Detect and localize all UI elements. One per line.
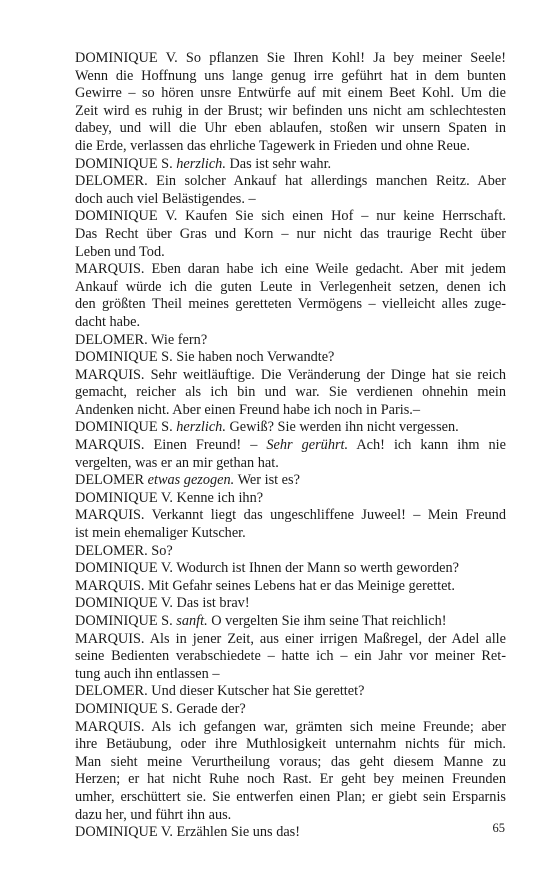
text-run: Wenn die Hoffnung uns lange genug irre geführt hat in dem bunten — [75, 67, 506, 84]
text-run: Ankauf würde ich die guten Leute in Verlegenheit setzen, denen ich — [75, 278, 506, 295]
text-line — [75, 138, 506, 156]
dialogue-paragraph — [75, 367, 506, 420]
text-line — [75, 437, 506, 455]
dialogue-paragraph — [75, 824, 506, 842]
dialogue-paragraph — [75, 50, 506, 156]
text-run: gemacht, reicher als ich bin und war. Sie verdienen ohnehin mein — [75, 384, 506, 401]
dialogue-paragraph — [75, 472, 506, 490]
text-line — [75, 683, 506, 701]
dialogue-paragraph — [75, 173, 506, 208]
dialogue-paragraph — [75, 332, 506, 350]
text-line — [75, 68, 506, 86]
text-run: DOMINIQUE S. Sie haben noch Verwandte? — [75, 349, 335, 366]
document-body — [75, 50, 506, 842]
text-run: DOMINIQUE V. Kaufen Sie sich einen Hof – nur keine Herrschaft. — [75, 208, 506, 225]
text-run: MARQUIS. Als in jener Zeit, aus einer irrigen Maßregel, der Adel alle — [75, 630, 506, 647]
text-line — [75, 120, 506, 138]
text-line — [75, 701, 506, 719]
text-line — [75, 824, 506, 842]
dialogue-paragraph — [75, 560, 506, 578]
text-line — [75, 226, 506, 244]
dialogue-paragraph — [75, 543, 506, 561]
dialogue-paragraph — [75, 683, 506, 701]
text-run: tung auch ihn entlassen – — [75, 665, 220, 682]
text-run: dazu her, und führt ihn aus. — [75, 806, 232, 823]
text-line — [75, 613, 506, 631]
dialogue-paragraph — [75, 578, 506, 596]
dialogue-paragraph — [75, 701, 506, 719]
text-line — [75, 367, 506, 385]
text-line — [75, 771, 506, 789]
text-line — [75, 402, 506, 420]
dialogue-paragraph — [75, 349, 506, 367]
stage-direction: herzlich. — [176, 419, 226, 436]
text-run: dacht habe. — [75, 313, 141, 330]
text-run: Gewiß? Sie werden ihn nicht vergessen. — [225, 419, 459, 436]
text-run: Leben und Tod. — [75, 243, 165, 260]
text-run: DOMINIQUE V. Kenne ich ihn? — [75, 489, 264, 506]
text-line — [75, 50, 506, 68]
text-line — [75, 455, 506, 473]
text-line — [75, 578, 506, 596]
dialogue-paragraph — [75, 490, 506, 508]
text-line — [75, 314, 506, 332]
text-run: O vergelten Sie ihm seine That reichlich! — [207, 613, 447, 629]
stage-direction: sanft. — [176, 613, 208, 629]
text-line — [75, 419, 506, 437]
text-line — [75, 719, 506, 737]
text-line — [75, 208, 506, 226]
text-run: Das ist sehr wahr. — [225, 155, 332, 172]
text-line — [75, 807, 506, 825]
text-run: Man sieht meine Verurtheilung voraus; das geht diesem Manne zu — [75, 753, 506, 770]
text-line — [75, 789, 506, 807]
text-run: DELOMER. Und dieser Kutscher hat Sie gerettet? — [75, 683, 365, 700]
text-run: dabey, und will die Uhr eben ablaufen, stoßen wir unsern Spaten in — [75, 120, 506, 137]
text-line — [75, 631, 506, 649]
dialogue-paragraph — [75, 631, 506, 684]
text-line — [75, 332, 506, 350]
text-run: DELOMER — [75, 472, 148, 489]
text-run: MARQUIS. Sehr weitläuftige. Die Veränderung der Dinge hat sie reich — [75, 366, 506, 383]
text-line — [75, 85, 506, 103]
text-run: ihre Betäubung, oder ihre Muthlosigkeit unternahm nichts für mich. — [75, 736, 506, 753]
dialogue-paragraph — [75, 613, 506, 631]
text-line — [75, 191, 506, 209]
text-line — [75, 279, 506, 297]
document-page — [75, 50, 506, 842]
text-run: MARQUIS. Verkannt liegt das ungeschliffene Juweel! – Mein Freund — [75, 507, 506, 524]
text-line — [75, 666, 506, 684]
stage-direction: etwas gezogen. — [147, 472, 235, 489]
text-line — [75, 560, 506, 578]
text-line — [75, 754, 506, 772]
text-run: DOMINIQUE V. Erzählen Sie uns das! — [75, 824, 301, 841]
stage-direction: Sehr gerührt. — [266, 437, 349, 454]
text-run: DOMINIQUE V. Wodurch ist Ihnen der Mann so werth geworden? — [75, 560, 459, 577]
text-line — [75, 349, 506, 367]
text-line — [75, 156, 506, 174]
text-line — [75, 103, 506, 121]
text-run: DOMINIQUE S. Gerade der? — [75, 700, 246, 717]
text-run: vergelten, was er an mir gethan hat. — [75, 454, 279, 471]
text-line — [75, 543, 506, 561]
dialogue-paragraph — [75, 261, 506, 331]
text-run: DOMINIQUE S. — [75, 613, 177, 629]
text-line — [75, 595, 506, 613]
text-run: Wer ist es? — [234, 472, 300, 489]
text-run: seine Bedienten verabschiedete – hatte ich – ein Jahr vor meiner Ret- — [75, 648, 506, 665]
text-run: die Erde, verlassen das ehrliche Tagewerk in Frieden und ohne Reue. — [75, 137, 470, 154]
dialogue-paragraph — [75, 595, 506, 613]
stage-direction: herzlich. — [176, 155, 226, 172]
text-line — [75, 261, 506, 279]
dialogue-paragraph — [75, 156, 506, 174]
text-run: DOMINIQUE V. Das ist brav! — [75, 595, 250, 612]
text-run: MARQUIS. Mit Gefahr seines Lebens hat er das Meinige gerettet. — [75, 577, 455, 594]
text-run: DELOMER. Wie fern? — [75, 331, 208, 348]
text-run: Andenken nicht. Aber einen Freund habe ich noch in Paris.– — [75, 401, 421, 418]
text-run: Zeit wird es ruhig in der Brust; wir befinden uns nicht am schlechtesten — [75, 102, 506, 119]
text-line — [75, 296, 506, 314]
text-line — [75, 472, 506, 490]
text-run: ist mein ehemaliger Kutscher. — [75, 525, 246, 542]
dialogue-paragraph — [75, 719, 506, 825]
dialogue-paragraph — [75, 437, 506, 472]
text-line — [75, 525, 506, 543]
text-line — [75, 736, 506, 754]
text-run: Herzen; er hat nicht Ruhe noch Rast. Er geht bey meinen Freunden — [75, 771, 506, 788]
text-run: DELOMER. Ein solcher Ankauf hat allerdings manchen Reitz. Aber — [75, 173, 506, 190]
text-run: DELOMER. So? — [75, 542, 173, 559]
text-run: MARQUIS. Einen Freund! – — [75, 437, 267, 454]
text-line — [75, 384, 506, 402]
text-run: Ach! ich kann ihm nie — [348, 437, 506, 454]
text-run: MARQUIS. Eben daran habe ich eine Weile gedacht. Aber mit jedem — [75, 261, 506, 278]
text-run: Gewirre – so hören unsre Entwürfe auf mit einem Beet Kohl. Um die — [75, 85, 506, 102]
text-line — [75, 244, 506, 262]
dialogue-paragraph — [75, 208, 506, 261]
text-run: Das Recht über Gras und Korn – nur nicht das traurige Recht über — [75, 225, 506, 242]
text-run: DOMINIQUE S. — [75, 155, 177, 172]
text-run: doch auch viel Belästigendes. – — [75, 190, 256, 207]
text-line — [75, 173, 506, 191]
text-run: DOMINIQUE S. — [75, 419, 177, 436]
text-run: umher, erschüttert sie. Sie entwerfen einen Plan; er giebt sein Ersparnis — [75, 788, 506, 805]
dialogue-paragraph — [75, 507, 506, 542]
dialogue-paragraph — [75, 419, 506, 437]
text-run: DOMINIQUE V. So pflanzen Sie Ihren Kohl! Ja bey meiner Seele! — [75, 50, 506, 66]
text-run: den größten Theil meines geretteten Vermögens – vielleicht alles zuge- — [75, 296, 506, 313]
page-number: 65 — [492, 821, 505, 835]
text-run: MARQUIS. Als ich gefangen war, grämten sich meine Freunde; aber — [75, 718, 506, 735]
text-line — [75, 648, 506, 666]
text-line — [75, 507, 506, 525]
text-line — [75, 490, 506, 508]
